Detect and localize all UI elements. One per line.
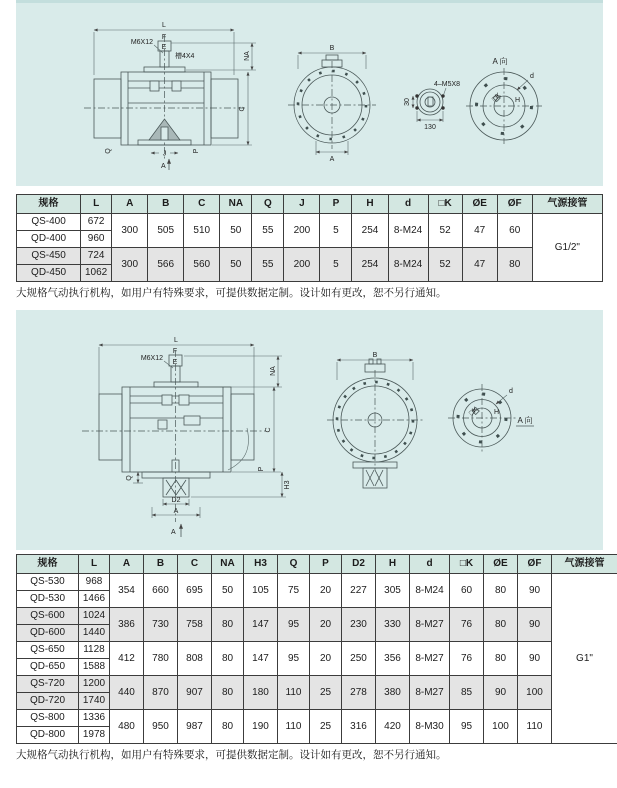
table-cell: QS-530 — [17, 574, 79, 591]
column-header: A — [112, 195, 148, 214]
table-cell: 300 — [112, 214, 148, 248]
table-cell: 1440 — [79, 625, 110, 642]
dim-d: d — [509, 388, 513, 395]
view-title: A 向 — [492, 57, 508, 66]
column-header: 气源接管 — [552, 555, 617, 574]
table-cell: 510 — [184, 214, 220, 248]
column-header: H — [376, 555, 410, 574]
table-cell: 254 — [352, 214, 388, 248]
table-cell: 20 — [310, 642, 342, 676]
table-cell: 560 — [184, 248, 220, 282]
table-cell: 254 — [352, 248, 388, 282]
table-cell: 695 — [178, 574, 212, 608]
table-cell: 90 — [518, 642, 552, 676]
label-thread: M6X12 — [140, 355, 163, 362]
table-cell: QS-720 — [17, 676, 79, 693]
table-cell: 20 — [310, 574, 342, 608]
column-header: ØE — [484, 555, 518, 574]
table-cell: 730 — [144, 608, 178, 642]
column-header: D2 — [342, 555, 376, 574]
table-cell: 50 — [212, 574, 244, 608]
table-cell: QD-800 — [17, 727, 79, 744]
table-cell: 440 — [110, 676, 144, 710]
dim-A: A — [173, 508, 179, 515]
table-cell: QS-600 — [17, 608, 79, 625]
table-cell: 1128 — [79, 642, 110, 659]
table-cell: 960 — [81, 231, 112, 248]
table-cell: 987 — [178, 710, 212, 744]
column-header: d — [410, 555, 450, 574]
column-header: C — [184, 195, 220, 214]
drawing-panel-large-series — [16, 310, 603, 550]
table-cell: 420 — [376, 710, 410, 744]
table-cell: 660 — [144, 574, 178, 608]
table-row — [17, 248, 603, 265]
table-cell: 8-M27 — [410, 642, 450, 676]
dim-A-arrow: A — [171, 529, 176, 536]
table-cell: 25 — [310, 676, 342, 710]
table-cell: 200 — [284, 214, 320, 248]
column-header: □K — [428, 195, 462, 214]
table-cell: G1/2" — [532, 214, 602, 282]
dim-square-K: □K — [491, 91, 503, 104]
dim-H: H — [515, 97, 521, 104]
column-header: A — [110, 555, 144, 574]
table-cell: 95 — [450, 710, 484, 744]
table-cell: 50 — [220, 214, 252, 248]
table-cell: 950 — [144, 710, 178, 744]
note-text: 大规格气动执行机构，如用户有特殊要求，可提供数据定制。设计如有更改，恕不另行通知。 — [16, 749, 447, 761]
dim-P: P — [193, 148, 200, 154]
table-cell: 907 — [178, 676, 212, 710]
dim-Q: Q — [126, 475, 133, 481]
dim-F: F — [161, 34, 167, 41]
dim-C: C — [265, 427, 272, 433]
table-cell: 200 — [284, 248, 320, 282]
dim-E: E — [161, 44, 167, 51]
table-cell: 47 — [462, 248, 497, 282]
spec-table-large-series — [16, 554, 617, 744]
table-cell: 870 — [144, 676, 178, 710]
table-row — [17, 642, 617, 659]
table-cell: 60 — [450, 574, 484, 608]
dim-30: 30 — [404, 98, 411, 106]
column-header: ØF — [518, 555, 552, 574]
dim-L: L — [174, 337, 178, 344]
table-cell: 672 — [81, 214, 112, 231]
table-cell: 480 — [110, 710, 144, 744]
table-cell: 300 — [112, 248, 148, 282]
table-cell: 5 — [320, 248, 352, 282]
table-cell: 90 — [484, 676, 518, 710]
label-thread: M6X12 — [130, 39, 153, 46]
table-cell: 80 — [212, 642, 244, 676]
table-cell: QD-400 — [17, 231, 81, 248]
side-view — [84, 22, 256, 170]
table-cell: 190 — [244, 710, 278, 744]
table-cell: 105 — [244, 574, 278, 608]
dim-E: E — [172, 359, 178, 366]
table-cell: 147 — [244, 608, 278, 642]
column-header: J — [284, 195, 320, 214]
table-cell: 5 — [320, 214, 352, 248]
table-cell: 25 — [310, 710, 342, 744]
table-cell: 1740 — [79, 693, 110, 710]
column-header: NA — [220, 195, 252, 214]
table-cell: 110 — [278, 676, 310, 710]
view-title: A 向 — [517, 416, 533, 425]
table-cell: 110 — [518, 710, 552, 744]
table-cell: 95 — [278, 608, 310, 642]
table-cell: 968 — [79, 574, 110, 591]
dim-square-K: □K — [468, 405, 480, 418]
table-cell: 250 — [342, 642, 376, 676]
column-header: B — [148, 195, 184, 214]
header-row — [17, 555, 617, 574]
table-cell: 8-M30 — [410, 710, 450, 744]
table-cell: 76 — [450, 642, 484, 676]
table-row — [17, 710, 617, 727]
table-cell: 808 — [178, 642, 212, 676]
table-cell: 20 — [310, 608, 342, 642]
dim-P: P — [258, 466, 265, 472]
column-header: d — [388, 195, 428, 214]
label-slot: 槽4X4 — [175, 53, 195, 60]
column-header: P — [310, 555, 342, 574]
column-header: H — [352, 195, 388, 214]
dim-H3: H3 — [284, 480, 291, 490]
table-cell: 80 — [212, 676, 244, 710]
table-row — [17, 574, 617, 591]
dim-D2: D2 — [171, 497, 181, 504]
table-cell: 100 — [484, 710, 518, 744]
dim-L: L — [162, 22, 166, 29]
table-cell: 80 — [484, 642, 518, 676]
table-cell: QS-800 — [17, 710, 79, 727]
table-cell: 52 — [428, 248, 462, 282]
table-cell: 505 — [148, 214, 184, 248]
table-cell: 278 — [342, 676, 376, 710]
column-header: H3 — [244, 555, 278, 574]
table-cell: 566 — [148, 248, 184, 282]
table-cell: 316 — [342, 710, 376, 744]
table-cell: 1978 — [79, 727, 110, 744]
bolt-pattern-view — [404, 81, 460, 131]
table-cell: 47 — [462, 214, 497, 248]
column-header: P — [320, 195, 352, 214]
table-cell: 330 — [376, 608, 410, 642]
header-row — [17, 195, 603, 214]
column-header: C — [178, 555, 212, 574]
table-cell: 724 — [81, 248, 112, 265]
table-cell: QD-650 — [17, 659, 79, 676]
table-cell: 1062 — [81, 265, 112, 282]
note-text: 大规格气动执行机构，如用户有特殊要求，可提供数据定制。设计如有更改，恕不另行通知。 — [16, 287, 447, 299]
column-header: 规格 — [17, 195, 81, 214]
table-cell: 80 — [484, 574, 518, 608]
column-header: □K — [450, 555, 484, 574]
table-cell: 80 — [497, 248, 532, 282]
table-cell: QS-650 — [17, 642, 79, 659]
side-view — [82, 337, 291, 537]
column-header: L — [79, 555, 110, 574]
table-cell: 227 — [342, 574, 376, 608]
table-cell: 60 — [497, 214, 532, 248]
table-cell: 180 — [244, 676, 278, 710]
table-cell: QS-450 — [17, 248, 81, 265]
table-cell: QD-530 — [17, 591, 79, 608]
table-cell: QD-450 — [17, 265, 81, 282]
table-cell: G1" — [552, 574, 617, 744]
column-header: 规格 — [17, 555, 79, 574]
dim-F: F — [172, 348, 178, 355]
table-cell: 8-M27 — [410, 676, 450, 710]
table-cell: 110 — [278, 710, 310, 744]
technical-drawing-large-series — [16, 310, 603, 550]
table-cell: 1466 — [79, 591, 110, 608]
column-header: Q — [278, 555, 310, 574]
table-cell: 147 — [244, 642, 278, 676]
table-cell: 90 — [518, 574, 552, 608]
table-cell: 80 — [484, 608, 518, 642]
table-cell: 76 — [450, 608, 484, 642]
table-cell: 780 — [144, 642, 178, 676]
table-cell: 305 — [376, 574, 410, 608]
table-cell: 758 — [178, 608, 212, 642]
table-cell: 412 — [110, 642, 144, 676]
table-cell: QS-400 — [17, 214, 81, 231]
table-cell: 8-M24 — [410, 574, 450, 608]
table-cell: 356 — [376, 642, 410, 676]
table-row — [17, 214, 603, 231]
table-cell: 1336 — [79, 710, 110, 727]
column-header: B — [144, 555, 178, 574]
dim-J: J — [162, 150, 167, 158]
table-cell: 55 — [252, 248, 284, 282]
table-cell: 100 — [518, 676, 552, 710]
table-cell: 354 — [110, 574, 144, 608]
table-cell: 1200 — [79, 676, 110, 693]
table-cell: 95 — [278, 642, 310, 676]
technical-drawing-small-series — [16, 3, 603, 183]
dim-130: 130 — [424, 124, 436, 131]
table-cell: 80 — [212, 710, 244, 744]
dim-NA: NA — [270, 366, 277, 376]
dim-NA: NA — [244, 51, 251, 61]
front-view — [288, 45, 376, 163]
column-header: ØF — [497, 195, 532, 214]
drawing-panel-small-series — [16, 0, 603, 186]
table-cell: 8-M24 — [388, 248, 428, 282]
table-cell: 50 — [220, 248, 252, 282]
table-cell: 8-M24 — [388, 214, 428, 248]
dim-A-arrow: A — [161, 163, 166, 170]
table-cell: 1024 — [79, 608, 110, 625]
table-cell: 52 — [428, 214, 462, 248]
dim-A: A — [329, 156, 335, 163]
table-cell: QD-600 — [17, 625, 79, 642]
dim-B: B — [372, 352, 378, 359]
front-view — [327, 352, 423, 488]
table-cell: 386 — [110, 608, 144, 642]
a-view-flange — [466, 56, 542, 144]
table-cell: 230 — [342, 608, 376, 642]
table-cell: 75 — [278, 574, 310, 608]
table-cell: 85 — [450, 676, 484, 710]
column-header: 气源接管 — [532, 195, 602, 214]
table-row — [17, 608, 617, 625]
table-cell: 55 — [252, 214, 284, 248]
label-bolts: 4–M5X8 — [433, 81, 461, 88]
table-cell: 90 — [518, 608, 552, 642]
column-header: Q — [252, 195, 284, 214]
dim-B: B — [329, 45, 335, 52]
table-cell: 8-M27 — [410, 608, 450, 642]
column-header: L — [81, 195, 112, 214]
a-view-flange — [448, 384, 534, 452]
dim-C: C — [239, 106, 246, 112]
column-header: NA — [212, 555, 244, 574]
spec-table-small-series — [16, 194, 603, 282]
table-cell: 80 — [212, 608, 244, 642]
table-cell: 380 — [376, 676, 410, 710]
dim-H: H — [494, 409, 500, 416]
column-header: ØE — [462, 195, 497, 214]
dim-Q: Q — [105, 148, 112, 154]
dim-d: d — [530, 73, 534, 80]
table-cell: QD-720 — [17, 693, 79, 710]
table-row — [17, 676, 617, 693]
table-cell: 1588 — [79, 659, 110, 676]
